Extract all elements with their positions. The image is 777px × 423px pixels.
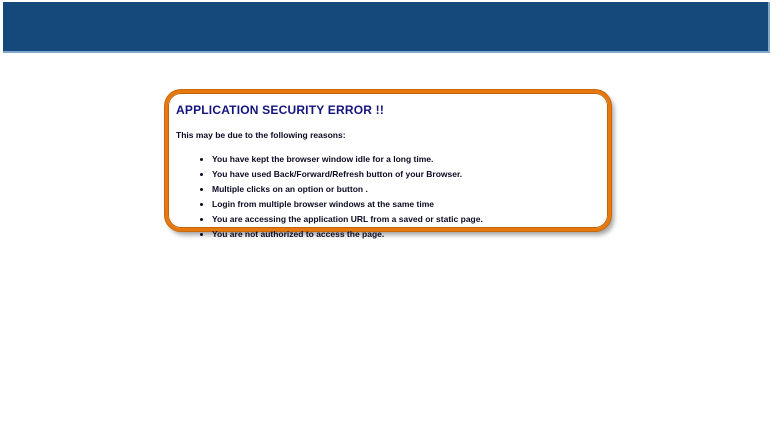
reason-item: • Login from multiple browser windows at the same time [212, 197, 598, 212]
error-title: APPLICATION SECURITY ERROR !! [176, 103, 385, 117]
reason-item: • Multiple clicks on an option or button . [212, 182, 598, 197]
reason-item: • You have kept the browser window idle for a long time. [212, 152, 598, 167]
error-panel [165, 90, 611, 239]
reason-item: • You have used Back/Forward/Refresh button of your Browser. [212, 167, 598, 182]
reason-item: • You are not authorized to access the page. [212, 227, 598, 242]
reason-item: • You are accessing the application URL from a saved or static page. [212, 212, 598, 227]
error-intro: This may be due to the following reasons: [176, 130, 346, 140]
reasons-list [212, 152, 598, 242]
header-bar [3, 2, 770, 53]
